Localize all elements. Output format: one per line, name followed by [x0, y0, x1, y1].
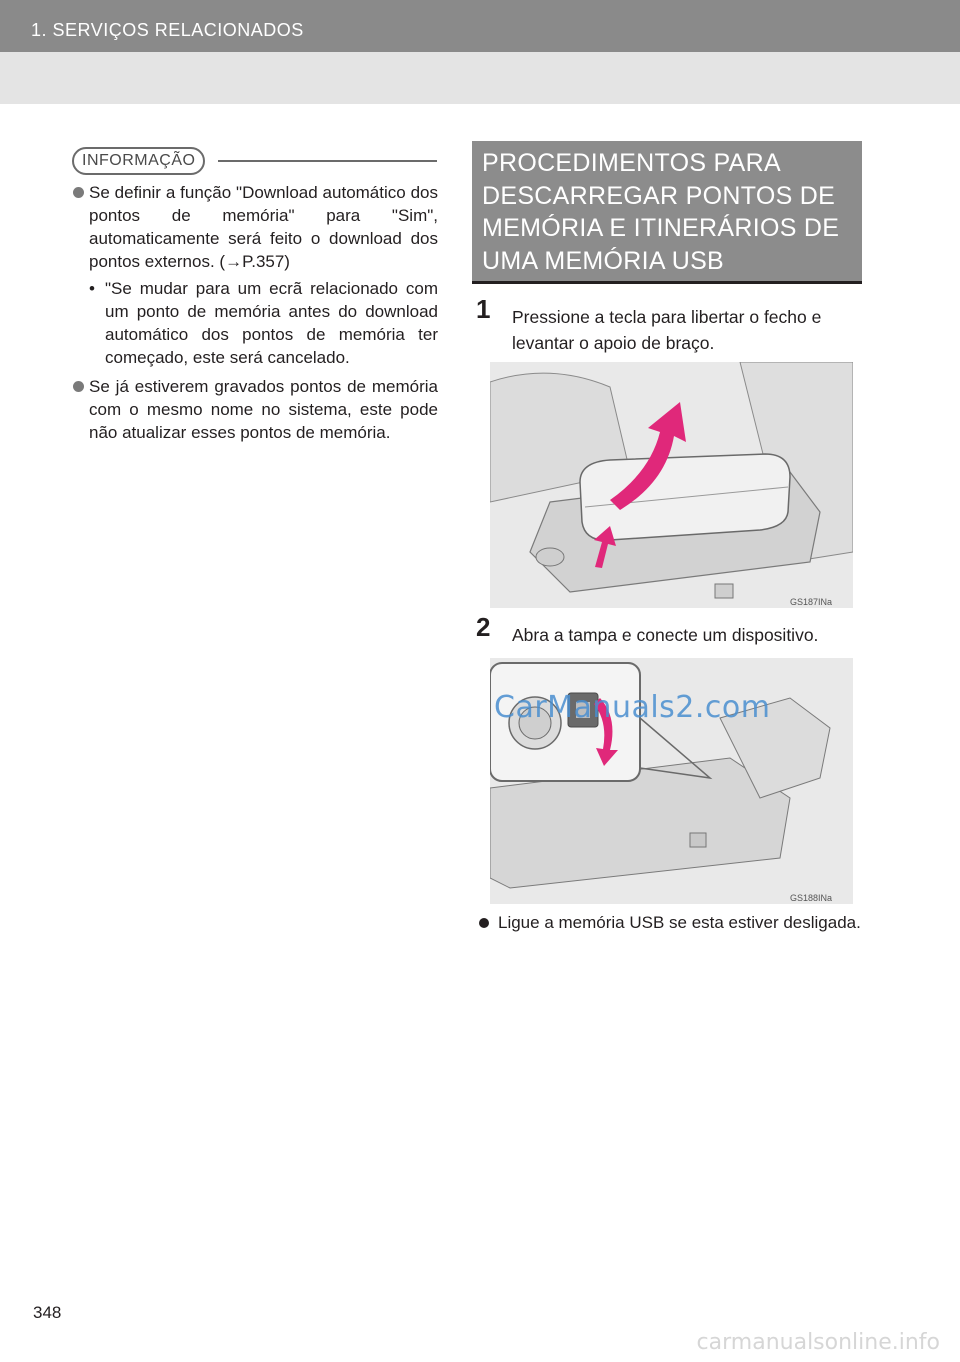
figure-code-2: GS188INa	[790, 893, 833, 903]
procedure-note-text: Ligue a memória USB se esta estiver desligada.	[498, 913, 861, 932]
step-1	[476, 294, 866, 356]
info-sub-bullet-text: "Se mudar para um ecrã relacionado com um ponto de memória antes do download automático dos pontos de memória ter começado, este será cancelado.	[105, 279, 438, 367]
procedure-title: PROCEDIMENTOS PARA DESCARREGAR PONTOS DE MEMÓRIA E ITINERÁRIOS DE UMA MEMÓRIA USB	[482, 149, 840, 275]
info-bullet-text: Se definir a função "Download automático dos pontos de memória" para "Sim", automaticamente será feito o download dos pontos externos. (→P.357)	[89, 183, 438, 271]
section-title: 1. SERVIÇOS RELACIONADOS	[31, 20, 304, 40]
info-divider	[218, 160, 437, 162]
info-label: INFORMAÇÃO	[72, 147, 205, 175]
watermark-footer: carmanualsonline.info	[696, 1330, 940, 1355]
info-list	[72, 181, 438, 448]
step-text: Abra a tampa e conecte um dispositivo.	[512, 625, 819, 645]
bullet-dot-icon	[73, 187, 84, 198]
info-bullet-text: Se já estiverem gravados pontos de memória com o mesmo nome no sistema, este pode não atualizar esses pontos de memória.	[89, 377, 438, 442]
step-2	[476, 612, 866, 648]
procedure-underline	[472, 281, 862, 284]
sub-header-band	[0, 52, 960, 104]
info-bullet-1	[72, 181, 438, 273]
step-text: Pressione a tecla para libertar o fecho e levantar o apoio de braço.	[512, 307, 822, 353]
sub-bullet-dot-icon: •	[89, 279, 95, 298]
page-number: 348	[33, 1303, 62, 1322]
procedure-header	[472, 141, 862, 281]
watermark-overlay: CarManuals2.com	[494, 690, 771, 725]
bullet-dot-icon	[73, 381, 84, 392]
armrest-drawing	[490, 362, 853, 608]
info-sub-bullet-1	[72, 277, 438, 369]
step-number: 1	[476, 294, 491, 324]
info-bullet-2	[72, 375, 438, 444]
armrest-illustration	[490, 362, 853, 608]
procedure-note	[476, 910, 861, 936]
bullet-dot-icon	[479, 918, 489, 928]
top-header-bar	[0, 0, 960, 52]
figure-code-1: GS187INa	[790, 597, 833, 607]
step-number: 2	[476, 612, 491, 642]
